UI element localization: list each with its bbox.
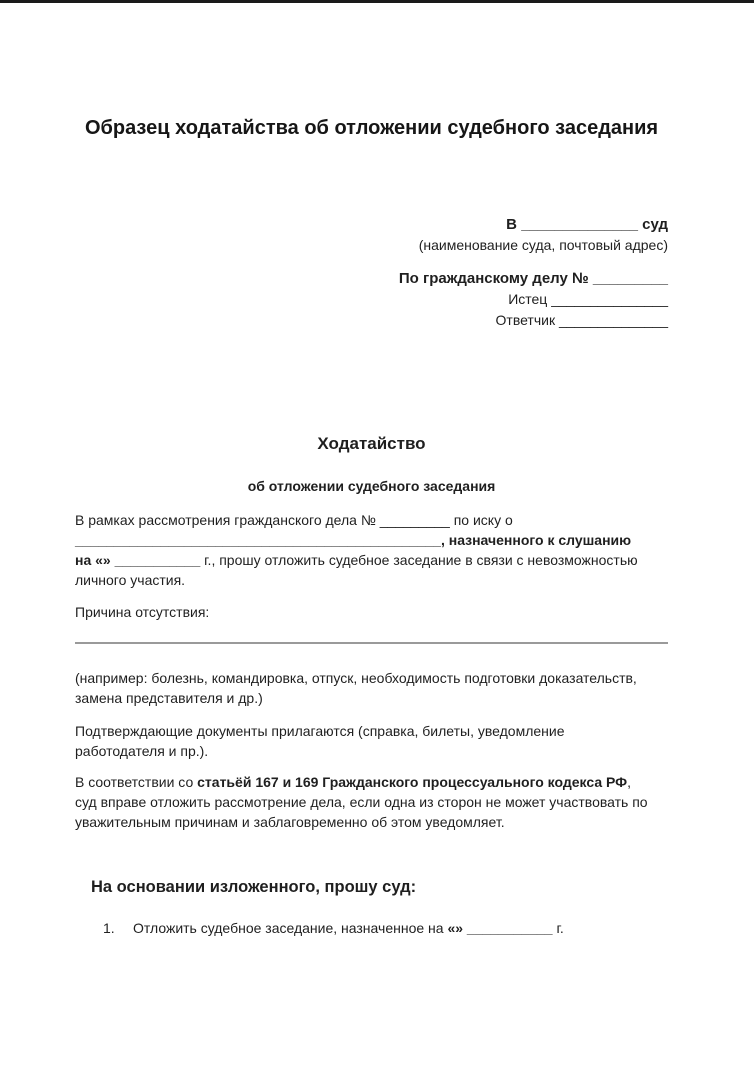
law-line-3: уважительным причинам и заблаговременно об этом уведомляет. xyxy=(75,814,505,830)
plaintiff-blank: _______________ xyxy=(551,291,668,307)
defendant-label: Ответчик xyxy=(495,312,556,328)
intro-paragraph xyxy=(75,510,668,590)
intro-line-1-tail: по иску о xyxy=(453,512,513,528)
claim-subject-blank: _______________________________________________ xyxy=(75,532,441,548)
intro-line-3-text: г., прошу отложить судебное заседание в связи с невозможностью xyxy=(204,552,638,568)
reason-example-line-1: (например: болезнь, командировка, отпуск, необходимость подготовки доказательств, xyxy=(75,670,637,686)
documents-paragraph xyxy=(75,721,668,761)
law-line-2: суд вправе отложить рассмотрение дела, если одна из сторон не может участвовать по xyxy=(75,794,648,810)
hearing-date-blank: ___________ xyxy=(114,552,201,568)
court-header-block xyxy=(75,214,668,331)
documents-line-2: работодателя и пр.). xyxy=(75,743,209,759)
court-name-line xyxy=(75,214,668,235)
request-item-1-text: Отложить судебное заседание, назначенное на xyxy=(133,920,444,936)
plaintiff-line xyxy=(75,289,668,310)
intro-line-3 xyxy=(75,550,668,570)
document-title: Образец ходатайства об отложении судебного заседания xyxy=(84,117,659,139)
window-top-border xyxy=(0,0,754,3)
documents-line-1: Подтверждающие документы прилагаются (справка, билеты, уведомление xyxy=(75,723,565,739)
intro-line-1 xyxy=(75,510,668,530)
request-date-blank: ___________ xyxy=(466,920,553,936)
law-line-1-prefix: В соответствии со xyxy=(75,774,194,790)
law-reference-paragraph xyxy=(75,772,668,832)
plaintiff-label: Истец xyxy=(508,291,548,307)
intro-line-4: личного участия. xyxy=(75,572,186,588)
court-name-blank: ______________ xyxy=(521,216,638,233)
defendant-blank: ______________ xyxy=(558,312,668,328)
request-item-1-body xyxy=(133,918,564,938)
defendant-line xyxy=(75,310,668,331)
court-hint: (наименование суда, почтовый адрес) xyxy=(418,237,668,253)
request-item-1 xyxy=(103,918,668,938)
petition-subheading: об отложении судебного заседания xyxy=(247,478,496,494)
reason-label: Причина отсутствия: xyxy=(75,604,210,620)
case-number-inline-blank: _________ xyxy=(379,512,450,528)
petition-heading: Ходатайство xyxy=(317,434,426,453)
case-number-line xyxy=(75,268,668,289)
law-line-1 xyxy=(75,772,668,792)
intro-line-2 xyxy=(75,530,668,550)
case-number-blank: _________ xyxy=(592,270,668,287)
request-item-1-suffix: г. xyxy=(556,920,564,936)
request-item-1-number: 1. xyxy=(103,920,115,936)
court-block-spacer xyxy=(75,256,668,268)
request-heading: На основании изложенного, прошу суд: xyxy=(91,878,417,896)
law-line-1-suffix: , xyxy=(627,774,631,790)
request-list xyxy=(75,918,668,938)
document-page xyxy=(0,115,754,938)
reason-example-paragraph xyxy=(75,668,668,708)
request-date-quotes: «» xyxy=(447,920,464,936)
court-prefix: В xyxy=(506,216,518,233)
intro-line-2-bold: , назначенного к слушанию xyxy=(440,532,632,548)
reason-fill-in-rule xyxy=(75,642,668,644)
case-label: По гражданскому делу № xyxy=(398,270,589,287)
intro-line-1-text: В рамках рассмотрения гражданского дела № xyxy=(75,512,376,528)
hearing-date-prefix: на «» xyxy=(75,552,111,568)
reason-example-line-2: замена представителя и др.) xyxy=(75,690,263,706)
court-suffix: суд xyxy=(642,216,668,233)
law-articles-bold: статьёй 167 и 169 Гражданского процессуального кодекса РФ xyxy=(197,774,628,790)
